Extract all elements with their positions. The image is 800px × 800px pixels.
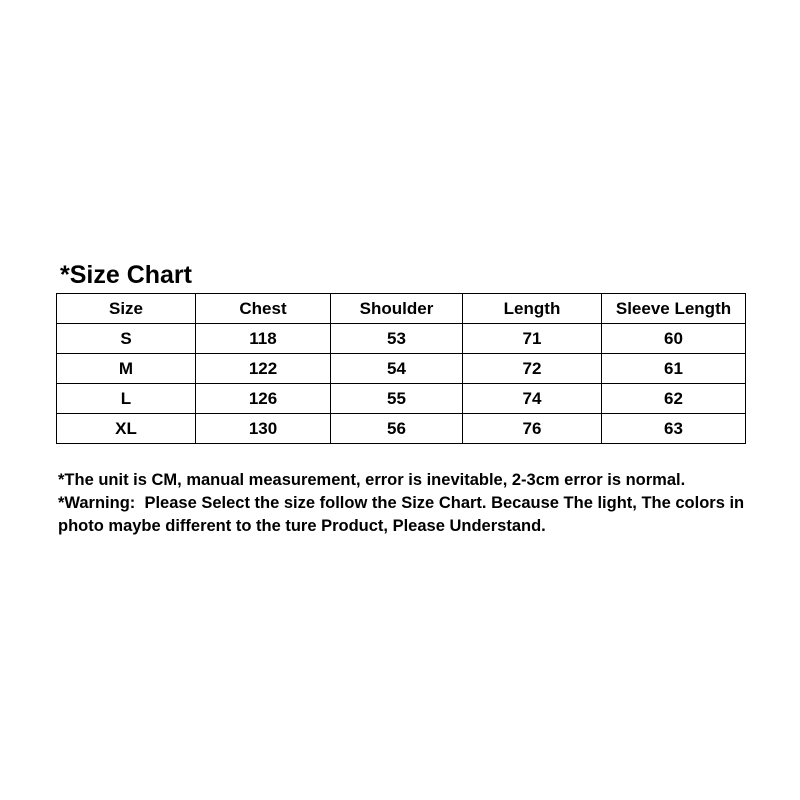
- warning-note: *Warning: Please Select the size follow the Size Chart. Because The light, The colors in photo maybe different to the ture Product, Please Understand.: [58, 494, 749, 535]
- cell-size: S: [57, 324, 196, 354]
- cell-size: XL: [57, 414, 196, 444]
- cell-sleeve-length: 61: [602, 354, 746, 384]
- cell-chest: 126: [196, 384, 331, 414]
- cell-sleeve-length: 63: [602, 414, 746, 444]
- notes-block: [58, 469, 758, 538]
- table-row: [57, 354, 746, 384]
- cell-length: 74: [463, 384, 602, 414]
- size-chart-title: *Size Chart: [60, 261, 192, 289]
- cell-size: L: [57, 384, 196, 414]
- cell-shoulder: 55: [331, 384, 463, 414]
- header-sleeve-length: Sleeve Length: [602, 294, 746, 324]
- header-shoulder: Shoulder: [331, 294, 463, 324]
- size-chart-table: [56, 293, 746, 444]
- cell-chest: 118: [196, 324, 331, 354]
- unit-note: *The unit is CM, manual measurement, error is inevitable, 2-3cm error is normal.: [58, 471, 686, 489]
- cell-length: 72: [463, 354, 602, 384]
- cell-sleeve-length: 60: [602, 324, 746, 354]
- cell-sleeve-length: 62: [602, 384, 746, 414]
- cell-chest: 122: [196, 354, 331, 384]
- cell-shoulder: 53: [331, 324, 463, 354]
- table-row: [57, 324, 746, 354]
- table-header-row: [57, 294, 746, 324]
- cell-shoulder: 56: [331, 414, 463, 444]
- table-row: [57, 384, 746, 414]
- header-chest: Chest: [196, 294, 331, 324]
- cell-size: M: [57, 354, 196, 384]
- cell-shoulder: 54: [331, 354, 463, 384]
- header-length: Length: [463, 294, 602, 324]
- cell-chest: 130: [196, 414, 331, 444]
- cell-length: 76: [463, 414, 602, 444]
- cell-length: 71: [463, 324, 602, 354]
- table-row: [57, 414, 746, 444]
- header-size: Size: [57, 294, 196, 324]
